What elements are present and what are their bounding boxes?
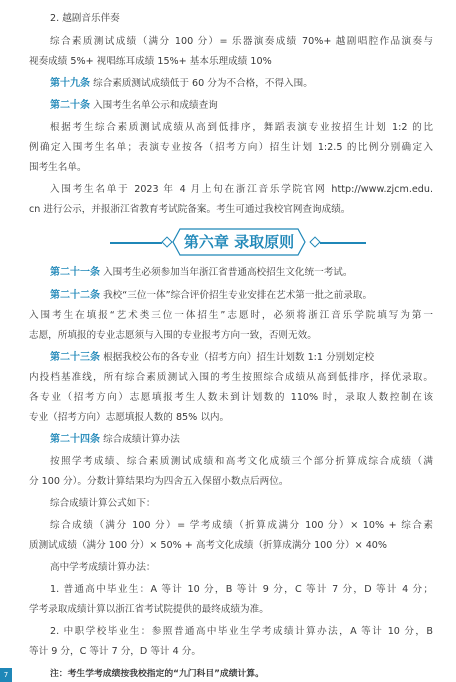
text-line: 学考录取成绩计算以浙江省考试院提供的最终成绩为准。 (29, 604, 269, 615)
article-text: 入围考生名单公示和成绩查询 (93, 100, 218, 111)
text-line: 综合成绩（满分 100 分）= 学考成绩（折算成满分 100 分）× 10% + 综合素 (50, 520, 433, 531)
page-number: 7 (0, 668, 12, 682)
text-line: 专业（招考方向）志愿填报人数的 85% 以内。 (29, 412, 230, 423)
text-line: 2. 中职学校毕业生：参照普通高中毕业生学考成绩计算办法，A 等计 10 分，B (50, 626, 433, 637)
text-line: 内投档基准线，所有综合素质测试入围的考生按照综合成绩从高到低排序，择优录取。 (29, 372, 433, 383)
text-line: 等计 9 分，C 等计 7 分，D 等计 4 分。 (29, 646, 201, 657)
text-line: 入围考生在填报“艺术类三位一体招生”志愿时，必须将浙江音乐学院填写为第一 (29, 310, 433, 321)
article-20 (50, 100, 433, 112)
text-line: 综合成绩计算公式如下： (50, 498, 156, 509)
article-text: 综合成绩计算办法 (103, 434, 180, 445)
article-22 (50, 290, 433, 302)
article-heading: 第二十条 (50, 100, 90, 111)
article-heading: 第二十二条 (50, 290, 100, 301)
text-line: 质测试成绩（满分 100 分）× 50% + 高考文化成绩（折算成满分 100 分）× 40% (29, 540, 388, 551)
text-line: 高中学考成绩计算办法： (50, 562, 156, 573)
article-text: 综合素质测试成绩低于 60 分为不合格，不得入围。 (93, 78, 313, 89)
text-line: 综合素质测试成绩（满分 100 分）= 乐器演奏成绩 70%+ 越剧唱腔作品演奏与 (50, 36, 433, 47)
diamond-ornament (161, 236, 172, 247)
article-19 (50, 78, 433, 90)
article-24 (50, 434, 433, 446)
article-text: 入围考生必须参加当年浙江省普通高校招生文化统一考试。 (103, 267, 353, 278)
article-heading: 第十九条 (50, 78, 90, 89)
text-line: cn 进行公示，并报浙江省教育考试院备案。考生可通过我校官网查询成绩。 (29, 204, 351, 215)
text-line: 按照学考成绩、综合素质测试成绩和高考文化成绩三个部分折算成综合成绩（满 (50, 456, 433, 467)
diamond-ornament (309, 236, 320, 247)
text-line: 分 100 分）。分数计算结果均为四舍五入保留小数点后两位。 (29, 476, 289, 487)
chapter-title: 第六章 录取原则 (183, 233, 295, 251)
article-heading: 第二十三条 (50, 352, 100, 363)
text-line: 1. 普通高中毕业生：A 等计 10 分，B 等计 9 分，C 等计 7 分，D 等计 4 分； (50, 584, 433, 595)
text-line: 各专业（招考方向）志愿填报考生人数未到计划数的 110% 时，录取人数控制在该 (29, 392, 433, 403)
text-line: 入围考生名单于 2023 年 4 月上旬在浙江音乐学院官网 http://www.zjcm.edu. (50, 184, 433, 195)
text-line: 围考生名单。 (29, 162, 87, 173)
article-text: 根据我校公布的各专业（招考方向）招生计划数 1:1 分别划定校 (103, 352, 375, 363)
divider-line (110, 242, 162, 244)
text-line: 2. 越剧音乐伴奏 (50, 13, 120, 24)
text-line: 根据考生综合素质测试成绩从高到低排序，舞蹈表演专业按招生计划 1:2 的比 (50, 122, 433, 133)
text-line: 志愿，所填报的专业志愿须与入围的专业报考方向一致，否则无效。 (29, 330, 317, 341)
text-line: 视奏成绩 5%+ 视唱练耳成绩 15%+ 基本乐理成绩 10% (29, 56, 272, 67)
article-21 (50, 267, 433, 279)
article-text: 我校“三位一体”综合评价招生专业安排在艺术第一批之前录取。 (103, 290, 373, 301)
article-heading: 第二十四条 (50, 434, 100, 445)
footnote: 注：考生学考成绩按我校指定的“九门科目”成绩计算。 (50, 669, 264, 679)
chapter-heading (0, 228, 456, 258)
article-23 (50, 352, 433, 364)
article-heading: 第二十一条 (50, 267, 100, 278)
divider-line (320, 242, 366, 244)
text-line: 例确定入围考生名单；表演专业按各（招考方向）招生计划 1:2.5 的比例分别确定入 (29, 142, 433, 153)
